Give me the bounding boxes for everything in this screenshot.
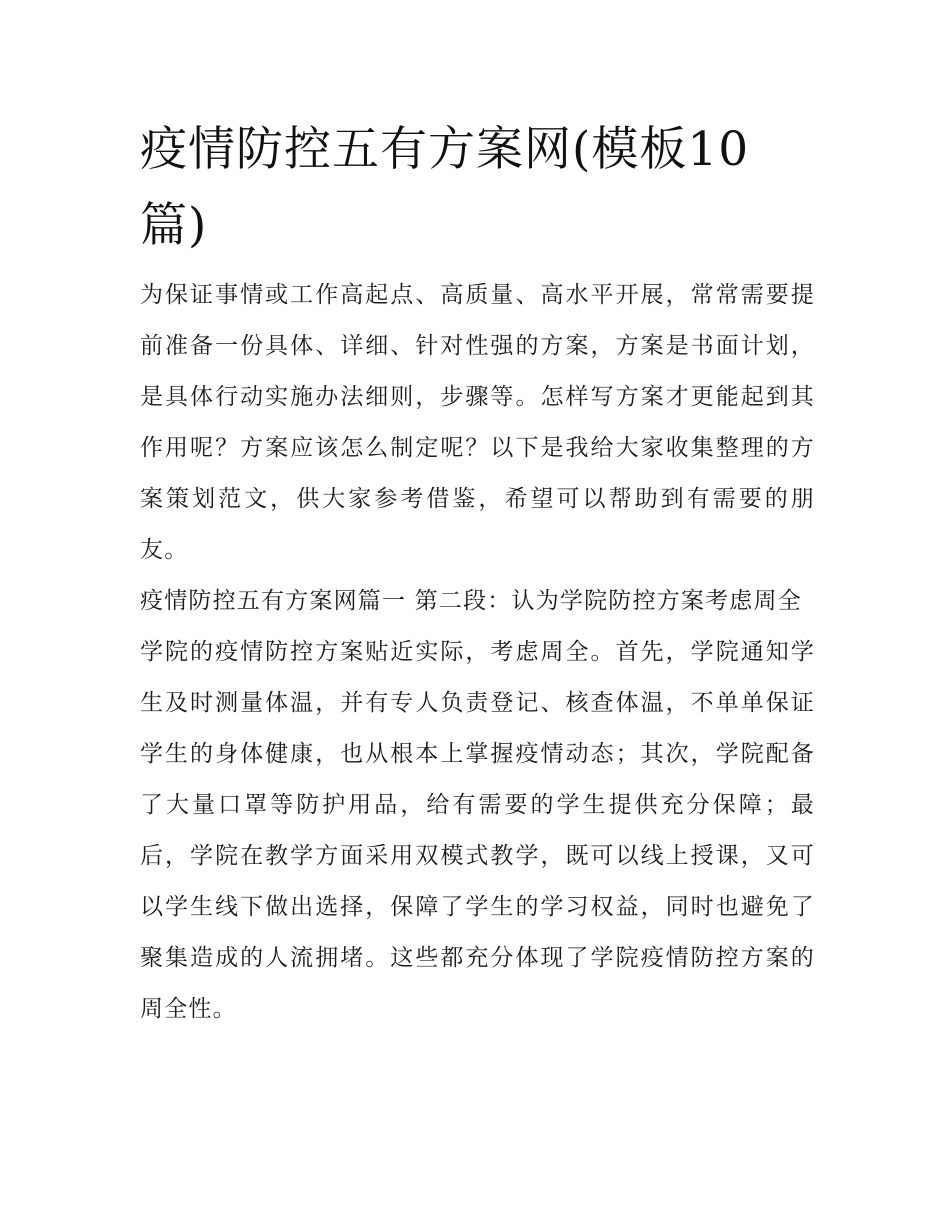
intro-paragraph: 为保证事情或工作高起点、高质量、高水平开展，常常需要提前准备一份具体、详细、针对性强的方案，方案是书面计划，是具体行动实施办法细则，步骤等。怎样写方案才更能起到其作用呢？方案应该怎么制定呢？以下是我给大家收集整理的方案策划范文，供大家参考借鉴，希望可以帮助到有需要的朋友。 (140, 282, 815, 563)
section-body: 学院的疫情防控方案贴近实际，考虑周全。首先，学院通知学生及时测量体温，并有专人负责登记、核查体温，不单单保证学生的身体健康，也从根本上掌握疫情动态；其次，学院配备了大量口罩等防护用品，给有需要的学生提供充分保障；最后，学院在教学方面采用双模式教学，既可以线上授课，又可以学生线下做出选择，保障了学生的学习权益，同时也避免了聚集造成的人流拥堵。这些都充分体现了学院疫情防控方案的周全性。 (140, 639, 815, 1022)
document-page (140, 112, 815, 1035)
section-heading: 疫情防控五有方案网篇一 第二段：认为学院防控方案考虑周全 (140, 588, 802, 614)
document-title: 疫情防控五有方案网(模板10篇) (140, 122, 750, 253)
